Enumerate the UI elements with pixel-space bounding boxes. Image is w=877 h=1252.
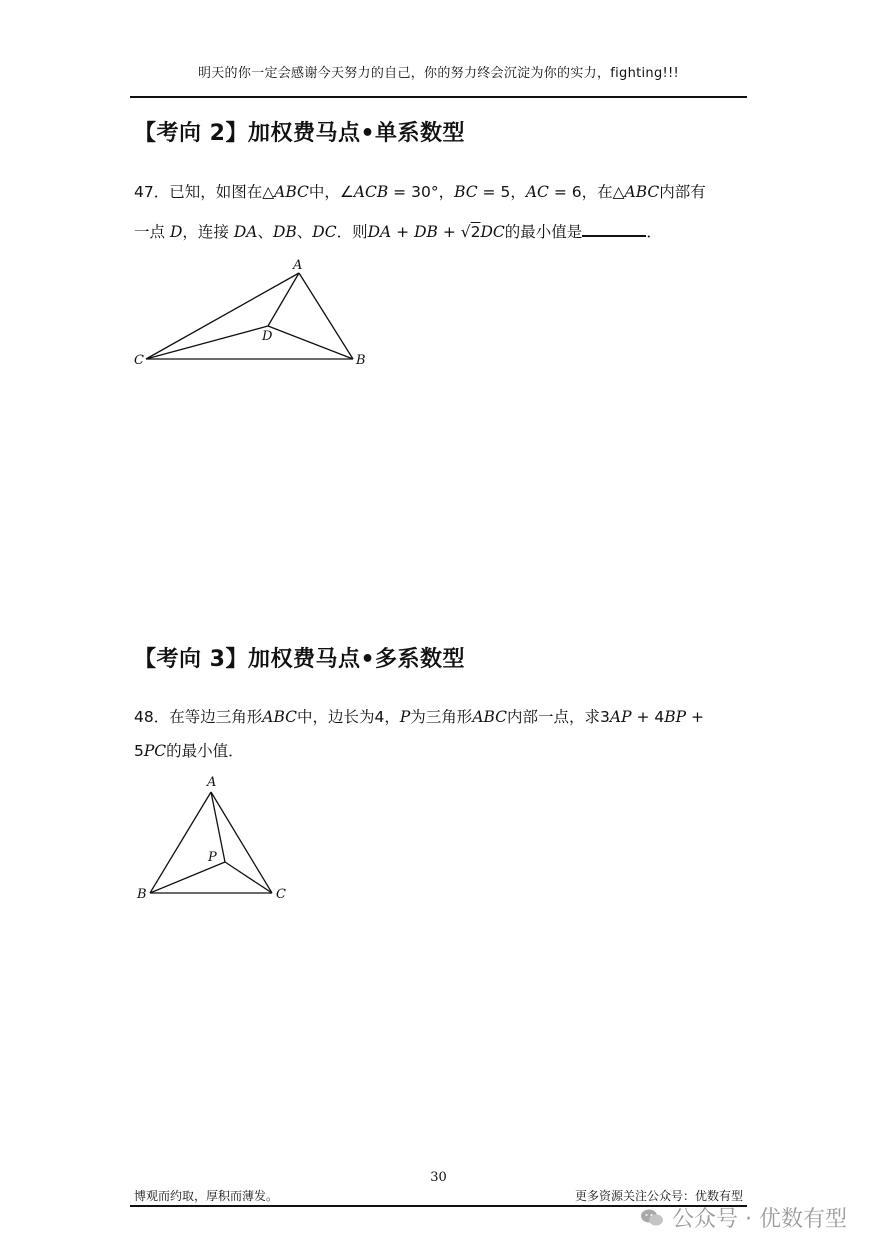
segment-ac (211, 792, 272, 893)
question-48-line-1: 48．在等边三角形ABC中，边长为4，P为三角形ABC内部一点，求3AP + 4BP + (134, 708, 704, 726)
header-divider (130, 96, 747, 98)
segment-pc (225, 862, 272, 893)
label-b: B (137, 887, 147, 902)
label-a: A (293, 258, 303, 273)
segment-dc (146, 326, 268, 359)
segment-ab (299, 273, 353, 359)
label-p: P (208, 850, 217, 865)
segment-ca (146, 273, 299, 359)
answer-blank (582, 219, 646, 237)
label-c: C (276, 887, 286, 902)
footer-left-motto: 博观而约取，厚积而薄发。 (134, 1189, 279, 1203)
page-number: 30 (430, 1170, 447, 1185)
question-47-line-2: 一点 D，连接 DA、DB、DC．则DA + DB + √2DC的最小值是 ． (134, 212, 748, 252)
question-48-line-2: 5PC的最小值． (134, 742, 244, 760)
wechat-icon (640, 1208, 664, 1228)
question-47-line-1: 47．已知，如图在△ABC中，∠ACB = 30°，BC = 5，AC = 6，在△ABC内部有 (134, 183, 706, 201)
label-c: C (134, 353, 144, 368)
figure-48-triangle (130, 770, 300, 910)
label-d: D (262, 329, 273, 344)
figure-47-triangle (120, 252, 390, 377)
section-title-3: 【考向 3】加权费马点•多系数型 (134, 647, 466, 672)
label-b: B (356, 353, 366, 368)
question-47 (134, 172, 748, 252)
label-a: A (207, 775, 217, 790)
watermark (640, 1202, 847, 1233)
header-motto: 明天的你一定会感谢今天努力的自己，你的努力终会沉淀为你的实力，fighting!!! (197, 66, 680, 81)
segment-db (268, 326, 353, 359)
segment-da (268, 273, 299, 326)
question-48 (134, 697, 748, 771)
section-title-2: 【考向 2】加权费马点•单系数型 (134, 121, 466, 146)
watermark-text: 公众号 · 优数有型 (672, 1207, 847, 1232)
footer-right-note: 更多资源关注公众号：优数有型 (574, 1189, 743, 1203)
segment-ab (150, 792, 211, 893)
segment-pb (150, 862, 225, 893)
